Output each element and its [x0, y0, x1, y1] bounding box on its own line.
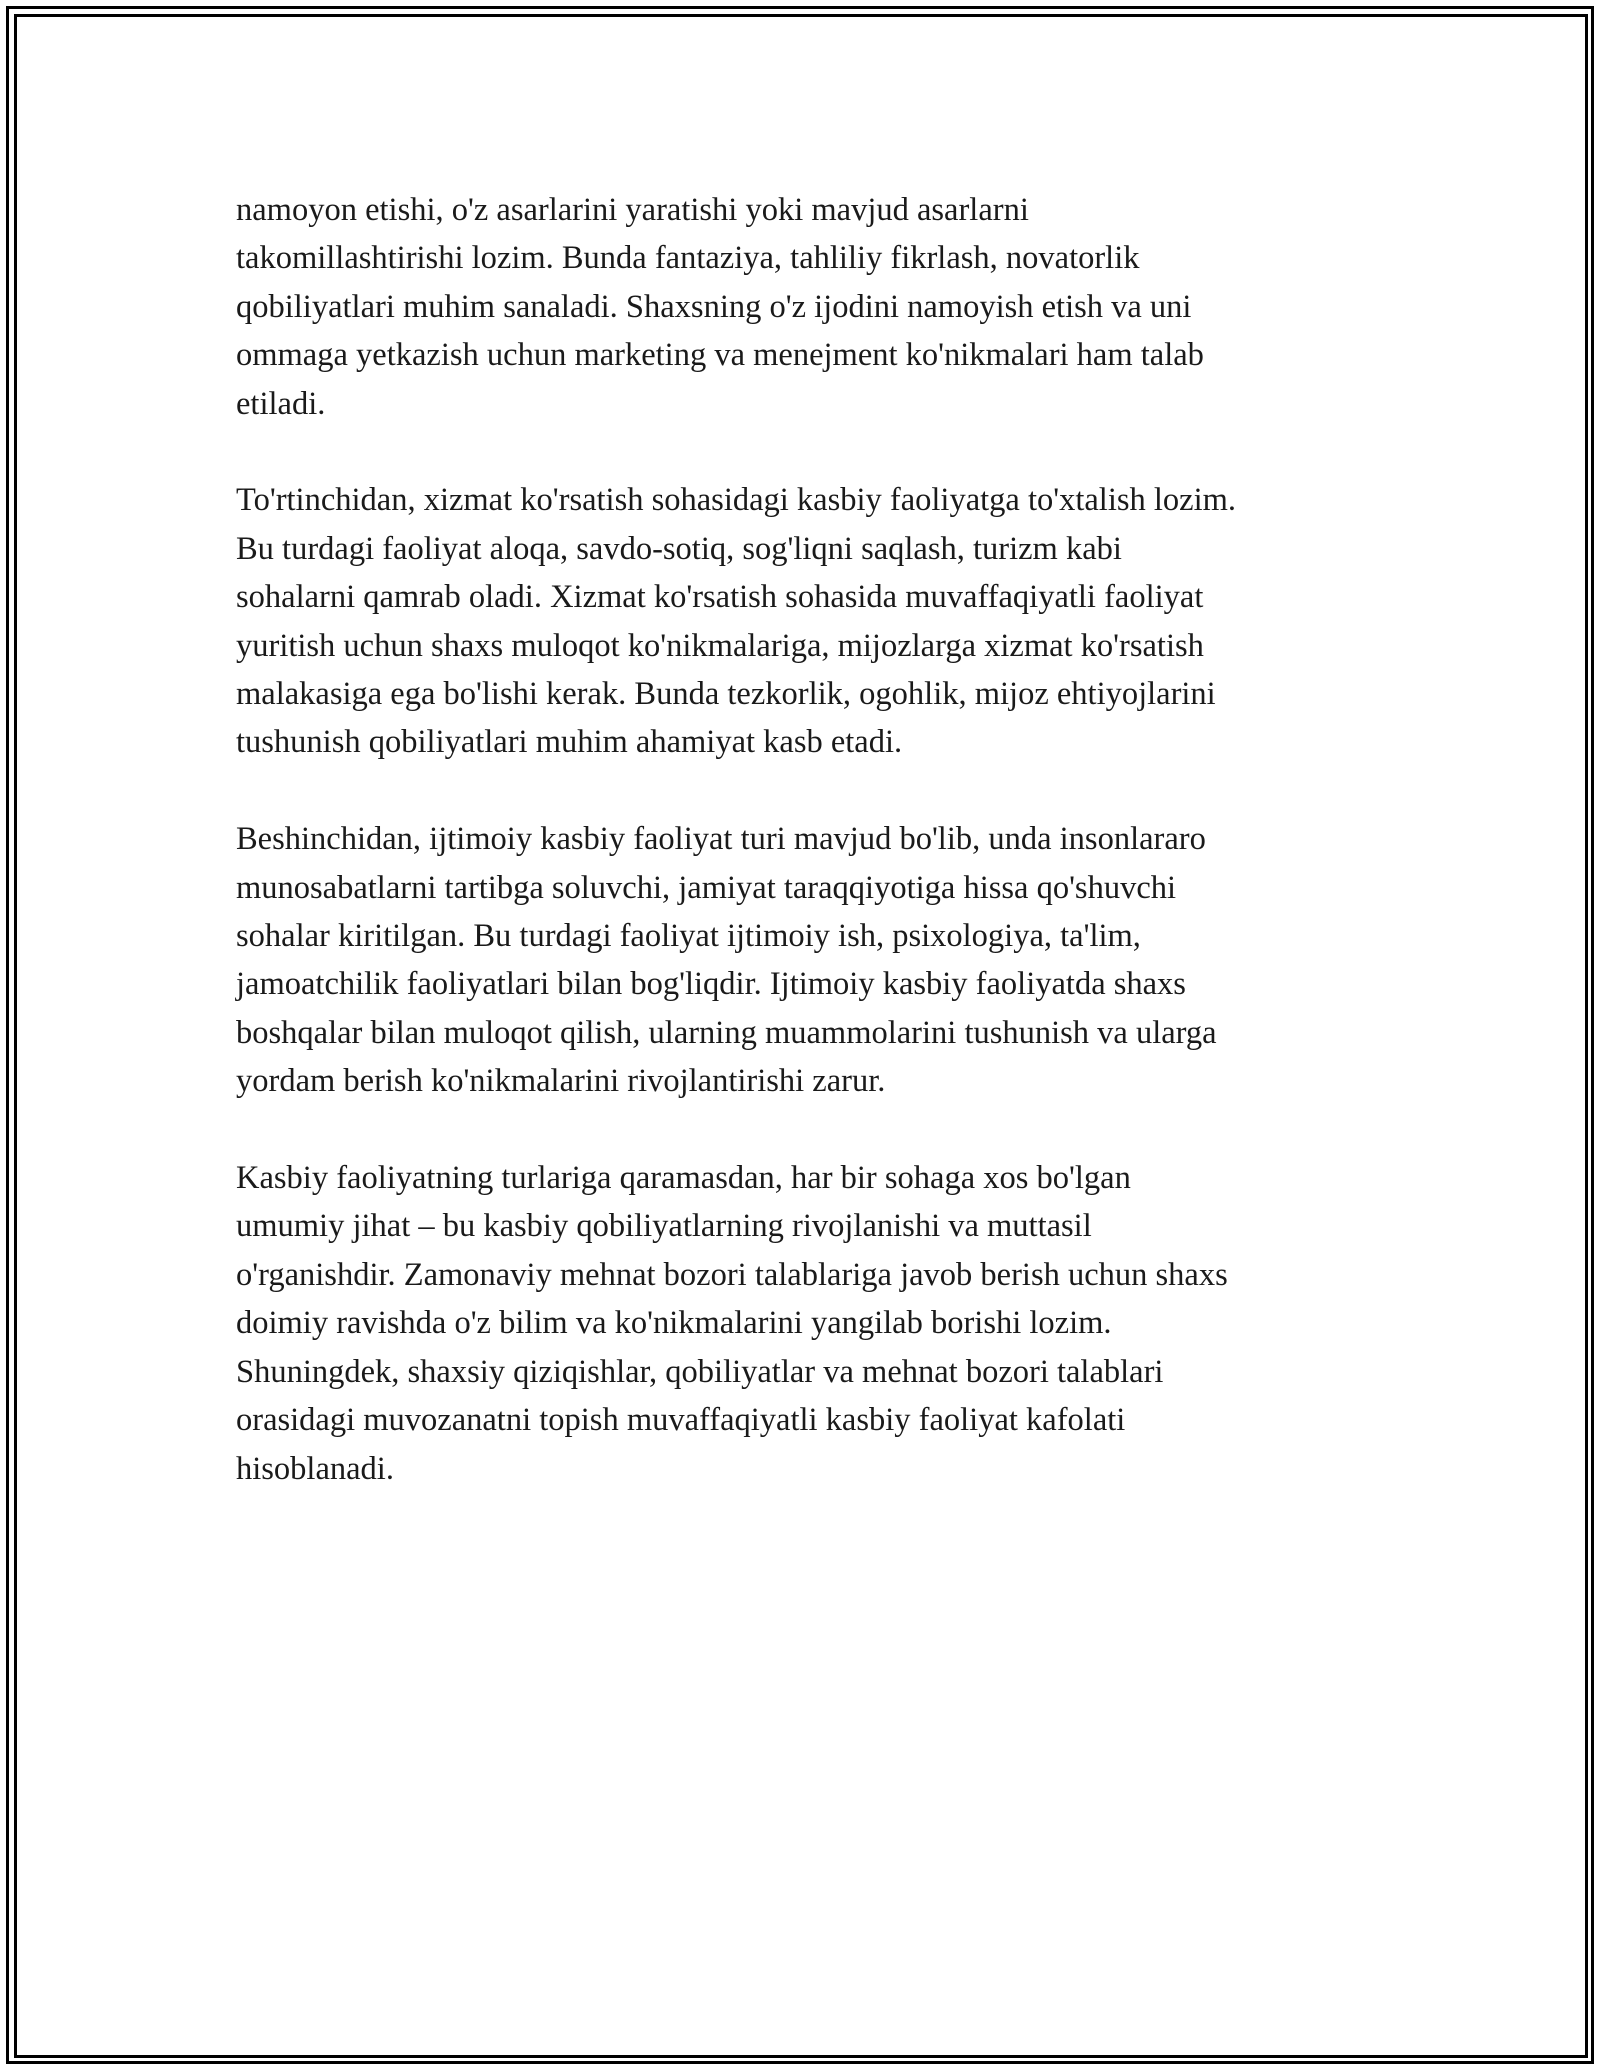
- paragraph-4: [236, 1154, 1376, 1493]
- text-line: Kasbiy faoliyatning turlariga qaramasdan, har bir sohaga xos bo'lgan: [236, 1160, 1131, 1197]
- text-line: To'rtinchidan, xizmat ko'rsatish sohasidagi kasbiy faoliyatga to'xtalish lozim.: [236, 482, 1237, 519]
- text-line: takomillashtirishi lozim. Bunda fantaziya, tahliliy fikrlash, novatorlik: [236, 240, 1140, 277]
- text-line: jamoatchilik faoliyatlari bilan bog'liqdir. Ijtimoiy kasbiy faoliyatda shaxs: [236, 966, 1186, 1003]
- text-line: umumiy jihat – bu kasbiy qobiliyatlarning rivojlanishi va muttasil: [236, 1208, 1092, 1245]
- text-line: hisoblanadi.: [236, 1450, 394, 1487]
- text-line: orasidagi muvozanatni topish muvaffaqiyatli kasbiy faoliyat kafolati: [236, 1402, 1126, 1439]
- text-line: ommaga yetkazish uchun marketing va menejment ko'nikmalari ham talab: [236, 337, 1204, 374]
- text-line: tushunish qobiliyatlari muhim ahamiyat kasb etadi.: [236, 724, 903, 761]
- text-line: sohalarni qamrab oladi. Xizmat ko'rsatish sohasida muvaffaqiyatli faoliyat: [236, 579, 1204, 616]
- paragraph-3: [236, 815, 1376, 1105]
- text-line: malakasiga ega bo'lishi kerak. Bunda tezkorlik, ogohlik, mijoz ehtiyojlarini: [236, 676, 1216, 713]
- text-line: o'rganishdir. Zamonaviy mehnat bozori talablariga javob berish uchun shaxs: [236, 1256, 1228, 1293]
- text-line: munosabatlarni tartibga soluvchi, jamiyat taraqqiyotiga hissa qo'shuvchi: [236, 869, 1177, 906]
- document-body: [236, 186, 1376, 1541]
- text-line: doimiy ravishda o'z bilim va ko'nikmalarini yangilab borishi lozim.: [236, 1305, 1112, 1342]
- text-line: yordam berish ko'nikmalarini rivojlantirishi zarur.: [236, 1063, 886, 1100]
- text-line: sohalar kiritilgan. Bu turdagi faoliyat ijtimoiy ish, psixologiya, ta'lim,: [236, 918, 1141, 955]
- text-line: namoyon etishi, o'z asarlarini yaratishi yoki mavjud asarlarni: [236, 192, 1029, 228]
- text-line: Shuningdek, shaxsiy qiziqishlar, qobiliyatlar va mehnat bozori talablari: [236, 1353, 1164, 1390]
- text-line: qobiliyatlari muhim sanaladi. Shaxsning o'z ijodini namoyish etish va uni: [236, 288, 1192, 325]
- text-line: Beshinchidan, ijtimoiy kasbiy faoliyat turi mavjud bo'lib, unda insonlararo: [236, 821, 1206, 858]
- text-line: Bu turdagi faoliyat aloqa, savdo-sotiq, sog'liqni saqlash, turizm kabi: [236, 530, 1122, 567]
- text-line: etiladi.: [236, 385, 326, 422]
- paragraph-1: [236, 186, 1376, 428]
- text-line: yuritish uchun shaxs muloqot ko'nikmalariga, mijozlarga xizmat ko'rsatish: [236, 627, 1204, 664]
- text-line: boshqalar bilan muloqot qilish, ularning muammolarini tushunish va ularga: [236, 1014, 1217, 1051]
- paragraph-2: [236, 476, 1376, 766]
